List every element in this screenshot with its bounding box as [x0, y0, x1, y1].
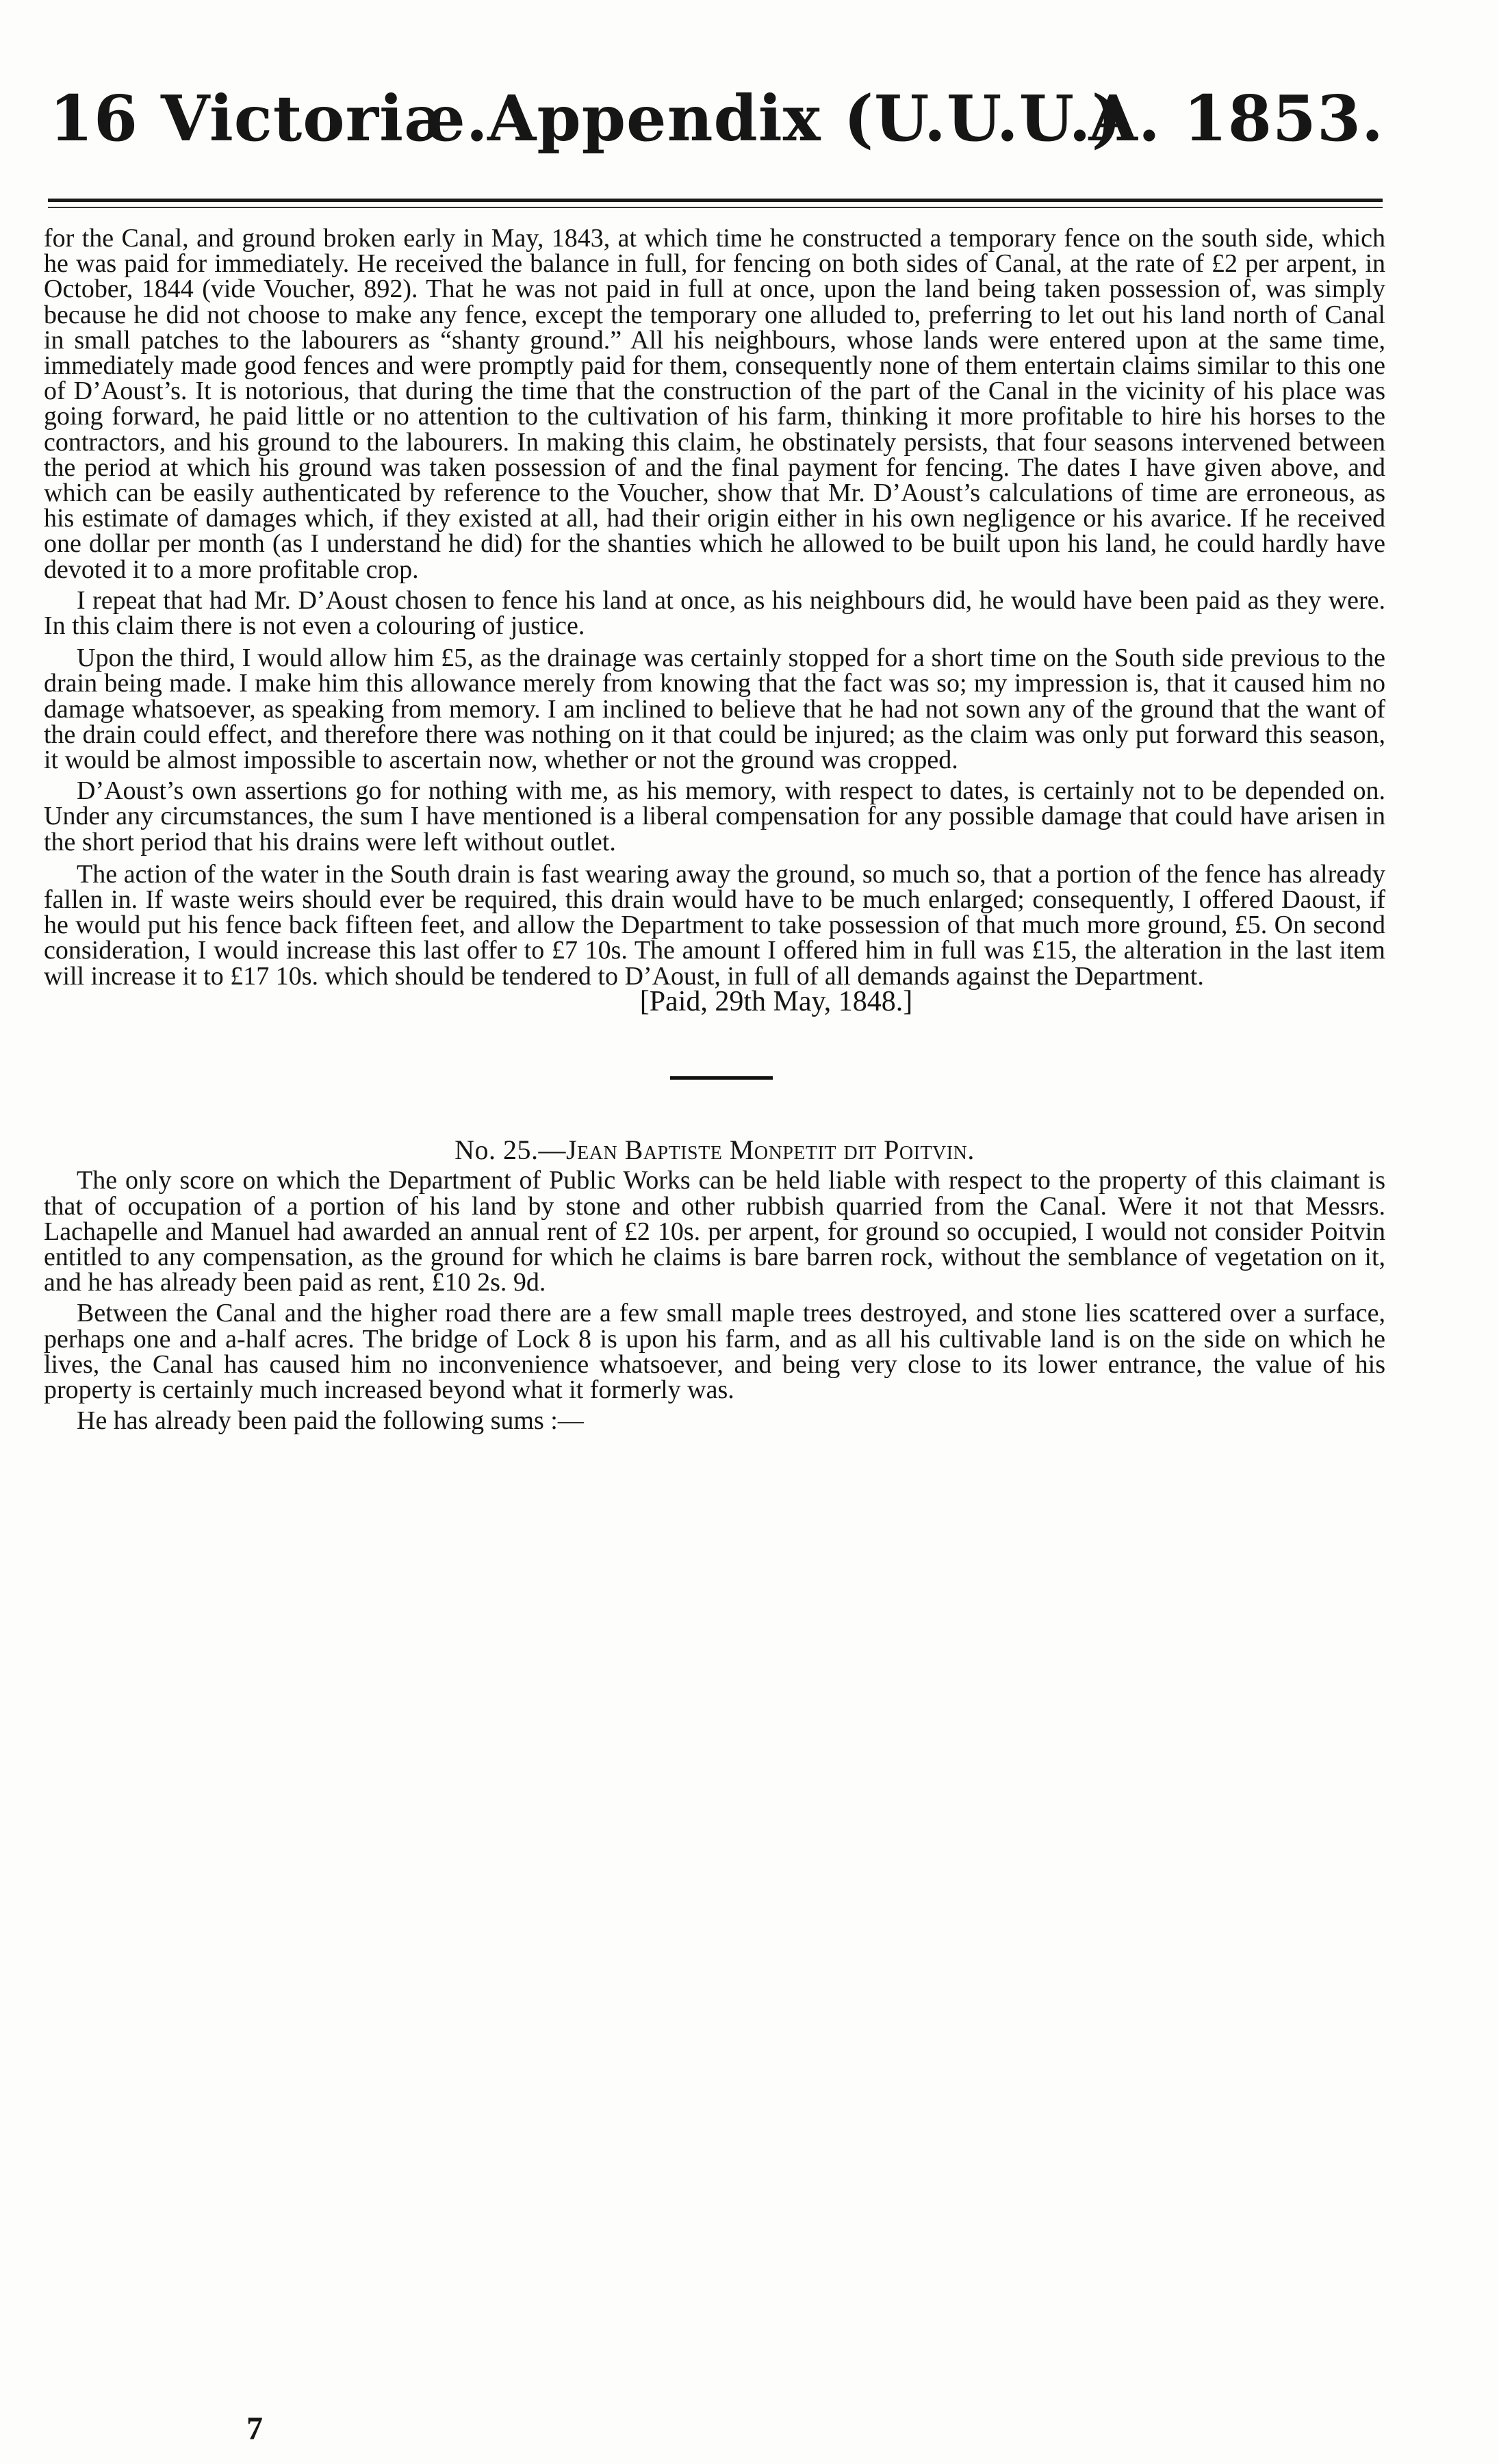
page-folio: 7 — [246, 2411, 263, 2447]
section-heading — [44, 1134, 1385, 1166]
section-number: No. 25.— — [454, 1134, 567, 1166]
section-divider — [670, 1076, 773, 1080]
header-year: A. 1853. — [1088, 81, 1384, 155]
paragraph: He has already been paid the following sums :— — [77, 1406, 584, 1436]
paragraph: I repeat that had Mr. D’Aoust chosen to fence his land at once, as his neighbours did, he would have been paid as they were. In this claim there is not even a colouring of justice. — [44, 585, 1385, 641]
paragraph-continued: for the Canal, and ground broken early in May, 1843, at which time he constructed a temporary fence on the south side, which he was paid for immediately. He received the balance in full, for fencing on both sides of Canal, at the rate of £2 per arpent, in October, 1844 (vide Voucher, 892). That he was not paid in full at once, upon the land being taken possession of, was simply because he did not choose to make any fence, except the temporary one alluded to, preferring to let out his land north of Canal in small patches to the labourers as “shanty ground.” All his neighbours, whose lands were entered upon at the same time, immediately made good fences and were promptly paid for them, consequently none of them entertain claims similar to this one of D’Aoust’s. It is notorious, that during the time that the construction of the part of the Canal in the vicinity of his place was going forward, he paid little or no attention to the cultivation of his farm, thinking it more profitable to hire his horses to the contractors, and his ground to the labourers. In making this claim, he obstinately persists, that four seasons intervened between the period at which his ground was taken possession of and the final payment for fencing. The dates I have given above, and which can be easily authenticated by reference to the Voucher, show that Mr. D’Aoust’s calculations of time are erroneous, as his estimate of damages which, if they existed at all, had their origin either in his own negligence or his avarice. If he received one dollar per month (as I understand he did) for the shanties which he allowed to be built upon his land, he could hardly have devoted it to a more profitable crop. — [44, 224, 1385, 584]
paragraph: D’Aoust’s own assertions go for nothing with me, as his memory, with respect to dates, is certainly not to be depended on. Under any circumstances, the sum I have mentioned is a liberal compensation for any possible damage that could have arisen in the short period that his drains were left without outlet. — [44, 776, 1385, 856]
running-header — [49, 81, 1384, 163]
header-appendix: Appendix (U.U.U.) — [487, 81, 1123, 155]
header-session: 16 Victoriæ. — [49, 81, 489, 155]
paragraph: The only score on which the Department of Public Works can be held liable with respect to the property of this claimant is that of occupation of a portion of his land by stone and other rubbish quarried from the Canal. Were it not that Messrs. Lachapelle and Manuel had awarded an annual rent of £2 10s. per arpent, for ground so occupied, I would not consider Poitvin entitled to any compensation, as the ground for which he claims is bare barren rock, without the semblance of vegetation on it, and he has already been paid as rent, £10 2s. 9d. — [44, 1166, 1385, 1297]
paragraph: Upon the third, I would allow him £5, as the drainage was certainly stopped for a short time on the South side previous to the drain being made. I make him this allowance merely from knowing that the fact was so; my impression is, that it caused him no damage whatsoever, as speaking from memory. I am inclined to believe that he had not sown any of the ground that the want of the drain could effect, and therefore there was nothing on it that could be injured; as the claim was only put forward this season, it would be almost impossible to ascertain now, whether or not the ground was cropped. — [44, 644, 1385, 775]
section-claimant-name: Jean Baptiste Monpetit dit Poitvin. — [566, 1134, 975, 1166]
paragraph: The action of the water in the South drain is fast wearing away the ground, so much so, that a portion of the fence has already fallen in. If waste weirs should ever be required, this drain would have to be much enlarged; consequently, I offered Daoust, if he would put his fence back fifteen feet, and allow the Department to take possession of that much more ground, £5. On second consideration, I would increase this last offer to £7 10s. The amount I offered him in full was £15, the alteration in the last item will increase it to £17 10s. which should be tendered to D’Aoust, in full of all demands against the Department. — [44, 859, 1385, 991]
header-rule-thin — [48, 207, 1383, 208]
document-body — [44, 226, 1385, 1434]
paragraph: Between the Canal and the higher road there are a few small maple trees destroyed, and stone lies scattered over a surface, perhaps one and a-half acres. The bridge of Lock 8 is upon his farm, and as all his cultivable land is on the side on which he lives, the Canal has caused him no inconvenience whatsoever, and being very close to its lower entrance, the value of his property is certainly much increased beyond what it formerly was. — [44, 1299, 1385, 1404]
paid-note: [Paid, 29th May, 1848.] — [639, 985, 913, 1017]
header-rule-thick — [48, 199, 1383, 202]
